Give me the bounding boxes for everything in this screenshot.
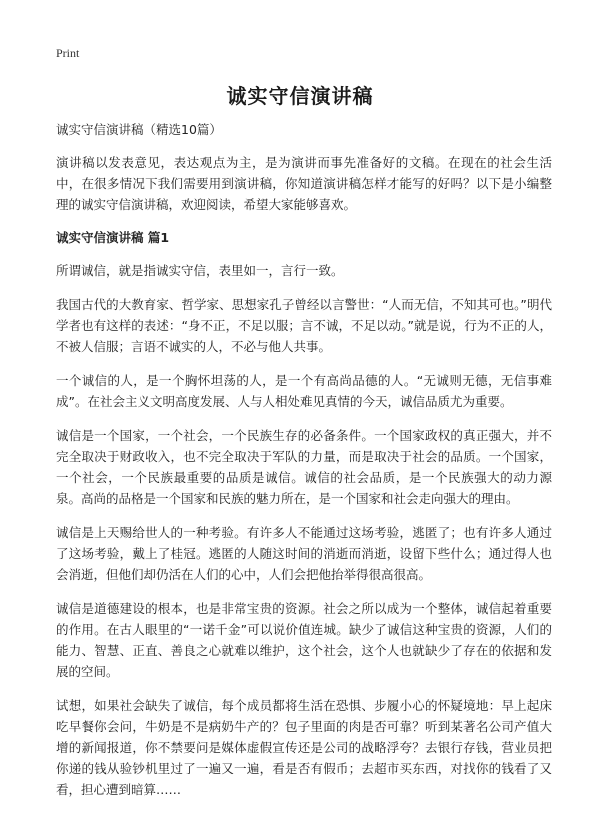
article-body: [56, 120, 552, 813]
body-paragraph: 所谓诚信，就是指诚实守信，表里如一，言行一致。: [56, 263, 344, 278]
intro-paragraph: 演讲稿以发表意见，表达观点为主，是为演讲而事先准备好的文稿。在现在的社会生活中，在很多情况下我们需要用到演讲稿，你知道演讲稿怎样才能写的好吗？以下是小编整理的诚实守信演讲稿，欢迎阅读，希望大家能够喜欢。: [56, 155, 552, 212]
body-paragraph: 我国古代的大教育家、哲学家、思想家孔子曾经以言警世：“人而无信，不知其可也。”明代学者也有这样的表述：“身不正，不足以服；言不诚，不足以动。”就是说，行为不正的人，不被人信服；言语不诚实的人，不必与他人共事。: [56, 297, 552, 354]
page-title: 诚实守信演讲稿: [226, 84, 374, 108]
body-paragraph: 诚信是上天赐给世人的一种考验。有许多人不能通过这场考验，逃匿了；也有许多人通过了这场考验，戴上了桂冠。逃匿的人随这时间的消逝而消逝，设留下些什么；通过得人也会消逝，但他们却仍活在人们的心中，人们会把他抬举得很高很高。: [56, 525, 552, 582]
document-subtitle: 诚实守信演讲稿（精选10篇）: [56, 122, 222, 137]
section-heading: 诚实守信演讲稿 篇1: [56, 230, 170, 245]
print-link[interactable]: Print: [56, 46, 80, 60]
body-paragraph: 一个诚信的人，是一个胸怀坦荡的人，是一个有高尚品德的人。“无诚则无德，无信事难成”。在社会主义文明高度发展、人与人相处难见真情的今天，诚信品质尤为重要。: [56, 373, 552, 409]
body-paragraph: 诚信是一个国家，一个社会，一个民族生存的必备条件。一个国家政权的真正强大，并不完全取决于财政收入，也不完全取决于军队的力量，而是取决于社会的品质。一个国家，一个社会，一个民族最重要的品质是诚信。诚信的社会品质，是一个民族强大的动力源泉。高尚的品格是一个国家和民族的魅力所在，是一个国家和社会走向强大的理由。: [56, 428, 552, 506]
body-paragraph: 试想，如果社会缺失了诚信，每个成员都将生活在恐惧、步履小心的怀疑境地：早上起床吃早餐你会问，牛奶是不是病奶牛产的？包子里面的肉是否可靠？听到某著名公司产值大增的新闻报道，你不禁要问是媒体虚假宣传还是公司的战略浮夸？去银行存钱，营业员把你递的钱从验钞机里过了一遍又一遍，看是否有假币；去超市买东西，对找你的钱看了又看，担心遭到暗算……: [56, 698, 552, 797]
body-paragraph: 诚信是道德建设的根本，也是非常宝贵的资源。社会之所以成为一个整体，诚信起着重要的作用。在古人眼里的“一诺千金”可以说价值连城。缺少了诚信这种宝贵的资源，人们的能力、智慧、正直、善良之心就难以维护，这个社会，这个人也就缺少了存在的依据和发展的空间。: [56, 601, 552, 679]
